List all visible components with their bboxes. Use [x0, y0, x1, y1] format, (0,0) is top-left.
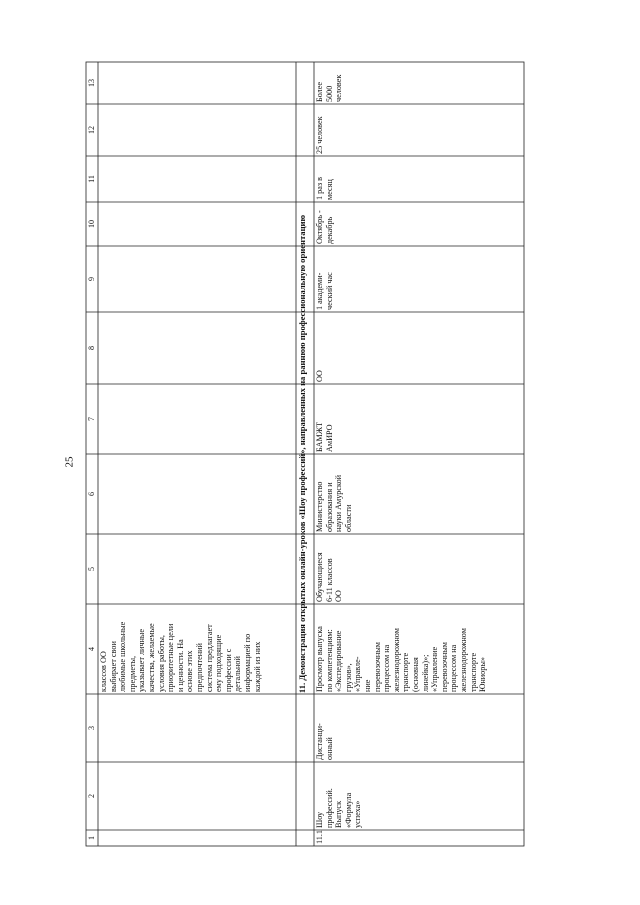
header-col-1: 1: [87, 836, 96, 840]
row-11-1-participants: Обучающиеся 6-11 классов ОО: [315, 552, 344, 602]
row-11-1-frequency: 1 раз в месяц: [315, 176, 334, 200]
row-11-1-partner: БАМЖТ АмИРО: [315, 422, 334, 452]
header-col-3: 3: [87, 726, 96, 730]
row-11-1-coverage: Более 5000 человек: [315, 74, 344, 102]
continuation-content-cell: классов ОО выбирает свои любимые школьные предметы, указывает личные качества, желаемые условия работы, приоритетные цели и ценности. На основе этих предпочтений система предлагает ему подходящие профессии с детальной информацией по каждой из них: [99, 621, 262, 692]
row-11-1-venue: ОО: [315, 370, 324, 382]
row-11-1-count: 25 человек: [315, 116, 324, 154]
header-col-7: 7: [87, 417, 96, 421]
header-col-11: 11: [87, 175, 96, 183]
header-col-10: 10: [87, 220, 96, 228]
row-11-1-name: Шоу профессий. Выпуск «Формула успеха»: [315, 788, 363, 828]
header-col-12: 12: [87, 126, 96, 134]
header-col-2: 2: [87, 794, 96, 798]
row-11-1-organizer: Министерство образования и науки Амурской области: [315, 474, 353, 532]
header-col-6: 6: [87, 492, 96, 496]
header-col-8: 8: [87, 346, 96, 350]
row-11-1-period: Октябрь - декабрь: [315, 210, 334, 244]
row-11-1-number: 11.1: [315, 830, 324, 844]
row-11-1-content: Просмотр выпуска по компетенциям: «Экспедирование грузов», «Управле- ние перевозочным процессом на железнодорожном транспорте (основная линейка)»; «Управление перевозочным процессом на железнодорожном транспорте Юниоры»: [315, 626, 488, 692]
page-number: 25: [63, 456, 75, 468]
row-11-1-form: Дистанци- онный: [315, 723, 334, 760]
header-col-13: 13: [87, 79, 96, 87]
row-11-1-duration: 1 академи- ческий час: [315, 272, 334, 310]
header-col-5: 5: [87, 567, 96, 571]
header-col-4: 4: [87, 647, 96, 651]
header-col-9: 9: [87, 277, 96, 281]
section-title: 11. Демонстрация открытых онлайн-уроков «Шоу профессий», направленных на раннюю профессиональную ориентацию: [297, 214, 307, 694]
